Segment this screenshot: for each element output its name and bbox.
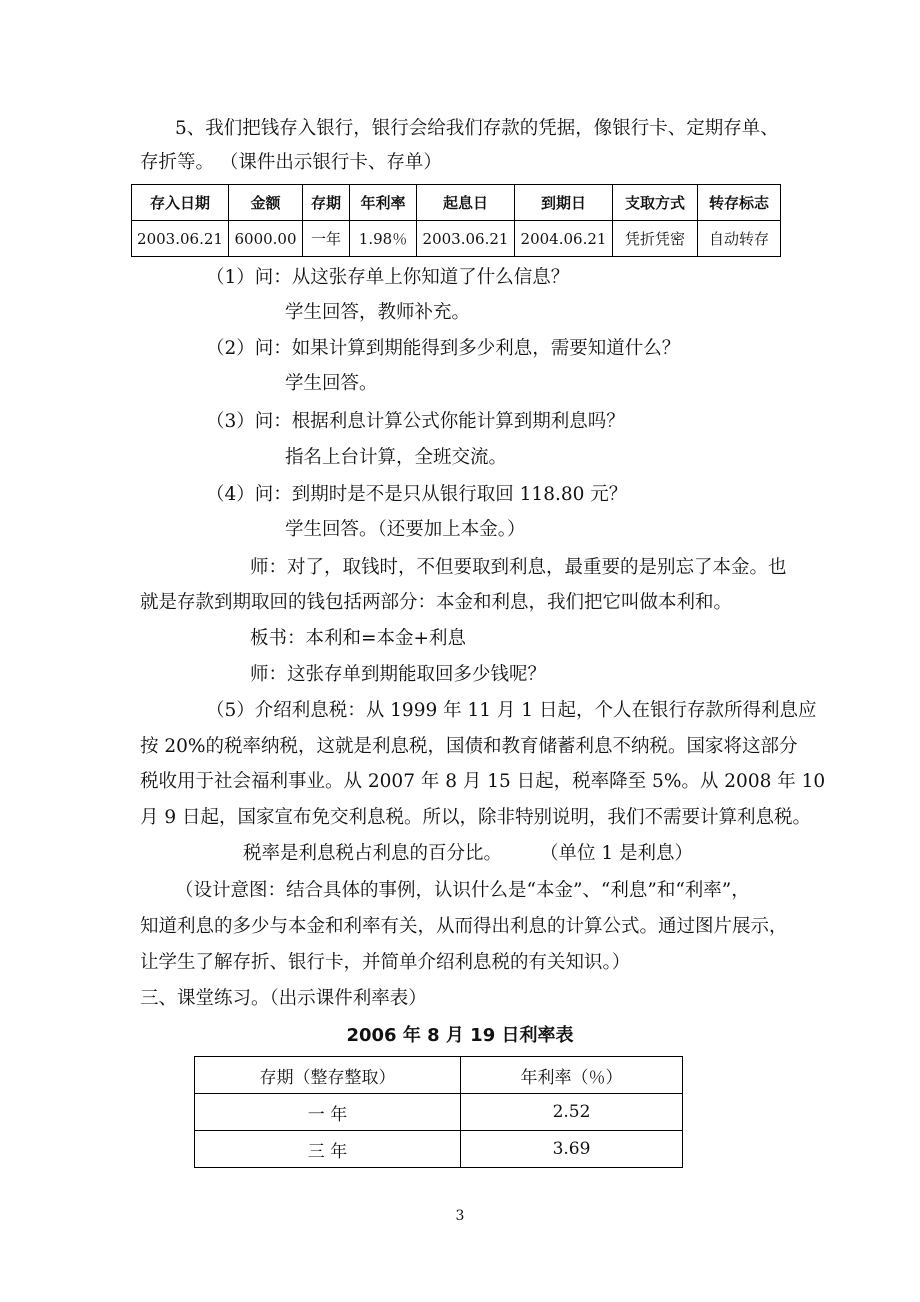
deposit-cell: 6000.00 bbox=[229, 221, 303, 257]
deposit-header-cell: 支取方式 bbox=[613, 185, 698, 221]
tax-line-3: 税收用于社会福利事业。从 2007 年 8 月 15 日起，税率降至 5%。从 2008 年 10 bbox=[140, 771, 826, 792]
rate-value-cell: 2.52 bbox=[461, 1094, 683, 1131]
rate-row bbox=[195, 1131, 683, 1168]
rate-term-cell: 三 年 bbox=[195, 1131, 461, 1168]
deposit-cell: 一年 bbox=[303, 221, 350, 257]
question-4: （4）问：到期时是不是只从银行取回 118.80 元？ bbox=[206, 484, 628, 505]
deposit-header-cell: 存期 bbox=[303, 185, 350, 221]
deposit-cell: 凭折凭密 bbox=[613, 221, 698, 257]
question-3: （3）问：根据利息计算公式你能计算到期利息吗？ bbox=[206, 411, 625, 432]
teacher-line-2: 就是存款到期取回的钱包括两部分：本金和利息，我们把它叫做本利和。 bbox=[140, 592, 733, 613]
rate-header-cell: 存期（整存整取） bbox=[195, 1057, 461, 1094]
answer-2: 学生回答。 bbox=[285, 373, 378, 394]
answer-4: 学生回答。（还要加上本金。） bbox=[285, 519, 526, 540]
rate-header-cell: 年利率（％） bbox=[461, 1057, 683, 1094]
design-line-2: 知道利息的多少与本金和利率有关，从而得出利息的计算公式。通过图片展示， bbox=[140, 916, 788, 937]
tax-line-2: 按 20%的税率纳税，这就是利息税，国债和教育储蓄利息不纳税。国家将这部分 bbox=[140, 736, 798, 757]
design-line-1: （设计意图：结合具体的事例，认识什么是“本金”、“利息”和“利率”， bbox=[175, 880, 750, 901]
rate-table bbox=[194, 1056, 683, 1168]
deposit-header-cell: 金额 bbox=[229, 185, 303, 221]
deposit-cell: 2003.06.21 bbox=[417, 221, 515, 257]
deposit-cell: 2004.06.21 bbox=[515, 221, 613, 257]
answer-3: 指名上台计算，全班交流。 bbox=[285, 447, 508, 468]
section-3-heading: 三、课堂练习。（出示课件利率表） bbox=[140, 988, 427, 1009]
deposit-header-cell: 到期日 bbox=[515, 185, 613, 221]
rate-header-row bbox=[195, 1057, 683, 1094]
deposit-header-row bbox=[132, 185, 781, 221]
answer-1: 学生回答，教师补充。 bbox=[285, 302, 471, 323]
question-2: （2）问：如果计算到期能得到多少利息，需要知道什么？ bbox=[206, 338, 681, 359]
tax-line-4: 月 9 日起，国家宣布免交利息税。所以，除非特别说明，我们不需要计算利息税。 bbox=[140, 807, 812, 828]
deposit-header-cell: 起息日 bbox=[417, 185, 515, 221]
deposit-cell: 2003.06.21 bbox=[132, 221, 229, 257]
deposit-slip-table bbox=[131, 184, 781, 257]
teacher-question: 师：这张存单到期能取回多少钱呢？ bbox=[250, 664, 547, 685]
deposit-header-cell: 存入日期 bbox=[132, 185, 229, 221]
rate-value-cell: 3.69 bbox=[461, 1131, 683, 1168]
page-number: 3 bbox=[455, 1208, 465, 1224]
rate-row bbox=[195, 1094, 683, 1131]
intro-line-1: 5、我们把钱存入银行，银行会给我们存款的凭据，像银行卡、定期存单、 bbox=[175, 118, 779, 139]
deposit-data-row bbox=[132, 221, 781, 257]
intro-line-2: 存折等。 （课件出示银行卡、存单） bbox=[140, 152, 442, 173]
teacher-line-1: 师：对了，取钱时，不但要取到利息，最重要的是别忘了本金。也 bbox=[250, 557, 787, 578]
rate-term-cell: 一 年 bbox=[195, 1094, 461, 1131]
deposit-header-cell: 年利率 bbox=[350, 185, 417, 221]
design-line-3: 让学生了解存折、银行卡，并简单介绍利息税的有关知识。） bbox=[140, 952, 631, 973]
tax-unit-note: （单位 1 是利息） bbox=[540, 843, 694, 864]
deposit-cell: 自动转存 bbox=[698, 221, 781, 257]
deposit-header-cell: 转存标志 bbox=[698, 185, 781, 221]
tax-line-1: （5）介绍利息税：从 1999 年 11 月 1 日起，个人在银行存款所得利息应 bbox=[206, 700, 817, 721]
tax-rate-definition: 税率是利息税占利息的百分比。 bbox=[243, 843, 503, 864]
question-1: （1）问：从这张存单上你知道了什么信息？ bbox=[206, 267, 570, 288]
board-formula: 板书：本利和=本金+利息 bbox=[250, 628, 467, 649]
rate-table-title: 2006 年 8 月 19 日利率表 bbox=[346, 1025, 574, 1046]
deposit-cell: 1.98％ bbox=[350, 221, 417, 257]
